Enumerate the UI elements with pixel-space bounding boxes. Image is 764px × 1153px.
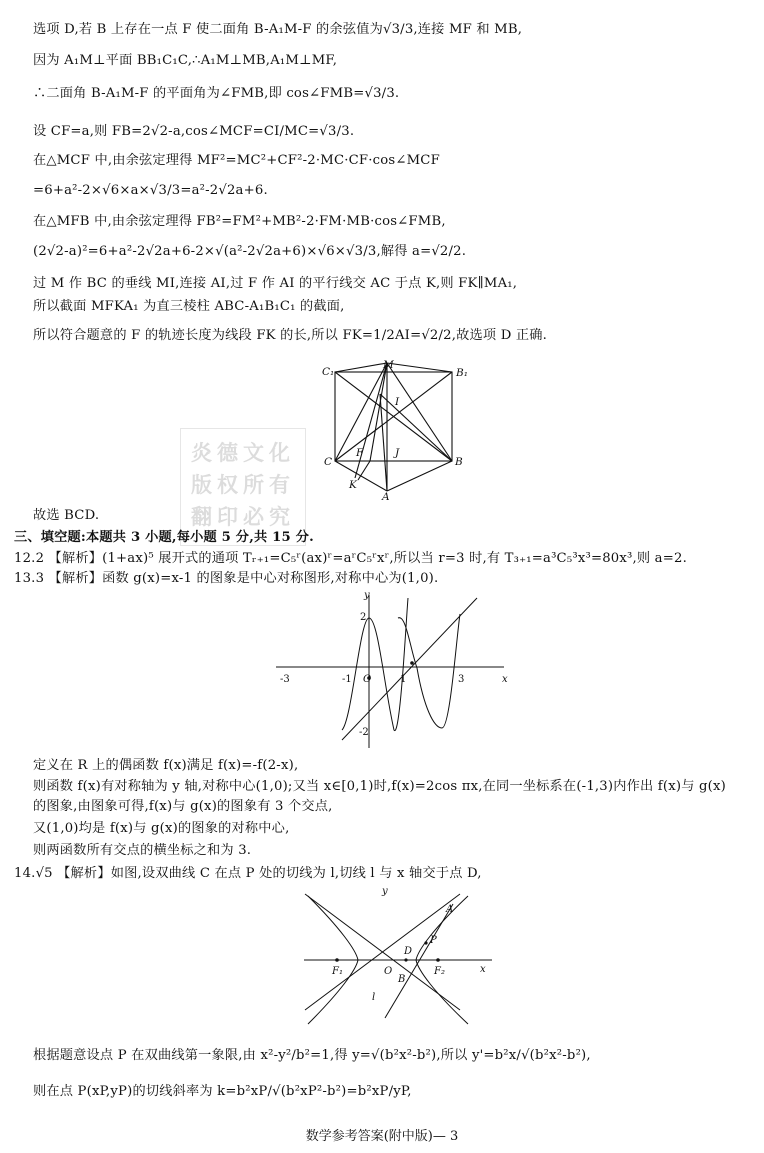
- text-line: 的图象,由图象可得,f(x)与 g(x)的图象有 3 个交点,: [33, 799, 333, 814]
- point-p: [424, 941, 427, 944]
- label-p: P: [430, 935, 437, 946]
- axis-y-label: y: [382, 888, 388, 897]
- text-line: 选项 D,若 B 上存在一点 F 使二面角 B-A₁M-F 的余弦值为√3/3,连接 MF 和 MB,: [33, 22, 523, 37]
- text-line: 定义在 R 上的偶函数 f(x)满足 f(x)=-f(2-x),: [33, 758, 299, 773]
- text-line: 13.3 【解析】函数 g(x)=x-1 的图象是中心对称图形,对称中心为(1,0).: [14, 571, 439, 586]
- text-line: 因为 A₁M⊥平面 BB₁C₁C,∴A₁M⊥MB,A₁M⊥MF,: [33, 53, 338, 68]
- watermark: 炎德文化 版权所有 翻印必究: [180, 428, 306, 546]
- label-f: F: [356, 447, 364, 459]
- label-i: I: [395, 396, 400, 408]
- text-line: 则两函数所有交点的横坐标之和为 3.: [33, 843, 252, 858]
- prism-figure: [322, 360, 472, 500]
- label-j: J: [395, 447, 400, 459]
- text-line: 14.√5 【解析】如图,设双曲线 C 在点 P 处的切线为 l,切线 l 与 x 轴交于点 D,: [14, 866, 482, 881]
- tick-label: 2: [360, 612, 367, 623]
- text-line: 根据题意设点 P 在双曲线第一象限,由 x²-y²/b²=1,得 y=√(b²x²-b²),所以 y'=b²x/√(b²x²-b²),: [33, 1048, 591, 1063]
- text-line: =6+a²-2×√6×a×√3/3=a²-2√2a+6.: [33, 183, 268, 198]
- text-line: 所以截面 MFKA₁ 为直三棱柱 ABC-A₁B₁C₁ 的截面,: [33, 299, 345, 314]
- text-line: (2√2-a)²=6+a²-2√2a+6-2×√(a²-2√2a+6)×√6×√3/3,解得 a=√2/2.: [33, 244, 467, 259]
- focus-point-f2: [436, 958, 440, 962]
- label-c1: C₁: [322, 366, 335, 378]
- label-b: B: [455, 456, 463, 468]
- text-line: 则函数 f(x)有对称轴为 y 轴,对称中心(1,0);又当 x∈[0,1)时,f(x)=2cos πx,在同一坐标系在(-1,3)内作出 f(x)与 g(x): [33, 779, 726, 794]
- focus-point-f1: [335, 958, 339, 962]
- label-o: O: [384, 966, 393, 977]
- text-line: 则在点 P(xP,yP)的切线斜率为 k=b²xP/√(b²xP²-b²)=b²xP/yP,: [33, 1084, 412, 1099]
- text-line: 在△MCF 中,由余弦定理得 MF²=MC²+CF²-2·MC·CF·cos∠MCF: [33, 153, 440, 168]
- text-line: ∴二面角 B-A₁M-F 的平面角为∠FMB,即 cos∠FMB=√3/3.: [33, 86, 400, 101]
- label-b1: B₁: [456, 367, 468, 379]
- hyperbola-graph: [300, 888, 500, 1038]
- intersection-point: [410, 661, 414, 665]
- tick-label: -3: [280, 674, 290, 685]
- label-f2: F₂: [434, 966, 445, 977]
- tick-label: 1: [400, 674, 407, 685]
- tick-label: -2: [359, 727, 369, 738]
- section-heading: 三、填空题:本题共 3 小题,每小题 5 分,共 15 分.: [14, 530, 314, 545]
- tick-label: -1: [342, 674, 352, 685]
- page-footer: 数学参考答案(附中版)— 3: [305, 1129, 459, 1144]
- point-d: [404, 958, 407, 961]
- text-line: 设 CF=a,则 FB=2√2-a,cos∠MCF=CI/MC=√3/3.: [33, 124, 355, 139]
- label-f1: F₁: [332, 966, 343, 977]
- axis-x-label: x: [480, 964, 486, 975]
- label-m: M: [383, 360, 394, 371]
- axis-y-label: y: [364, 590, 370, 601]
- origin-label: O: [363, 674, 372, 685]
- axis-x-label: x: [502, 674, 508, 685]
- label-l: l: [372, 992, 376, 1003]
- label-k: K: [349, 479, 357, 491]
- text-line: 又(1,0)均是 f(x)与 g(x)的图象的对称中心,: [33, 821, 290, 836]
- text-line: 12.2 【解析】(1+ax)⁵ 展开式的通项 Tᵣ₊₁=C₅ʳ(ax)ʳ=aʳC₅ʳxʳ,所以当 r=3 时,有 T₃₊₁=a³C₅³x³=80x³,则 a=2.: [14, 551, 687, 566]
- label-b: B: [398, 974, 406, 985]
- function-graph: [272, 590, 512, 750]
- text-line: 在△MFB 中,由余弦定理得 FB²=FM²+MB²-2·FM·MB·cos∠FMB,: [33, 214, 446, 229]
- text-line: 故选 BCD.: [33, 508, 100, 523]
- label-d: D: [404, 946, 413, 957]
- text-line: 所以符合题意的 F 的轨迹长度为线段 FK 的长,所以 FK=1/2AI=√2/2,故选项 D 正确.: [33, 328, 548, 343]
- label-c: C: [324, 456, 333, 468]
- label-a: A: [446, 904, 454, 915]
- text-line: 过 M 作 BC 的垂线 MI,连接 AI,过 F 作 AI 的平行线交 AC 于点 K,则 FK∥MA₁,: [33, 276, 518, 291]
- tick-label: 3: [458, 674, 465, 685]
- label-a: A: [382, 491, 390, 500]
